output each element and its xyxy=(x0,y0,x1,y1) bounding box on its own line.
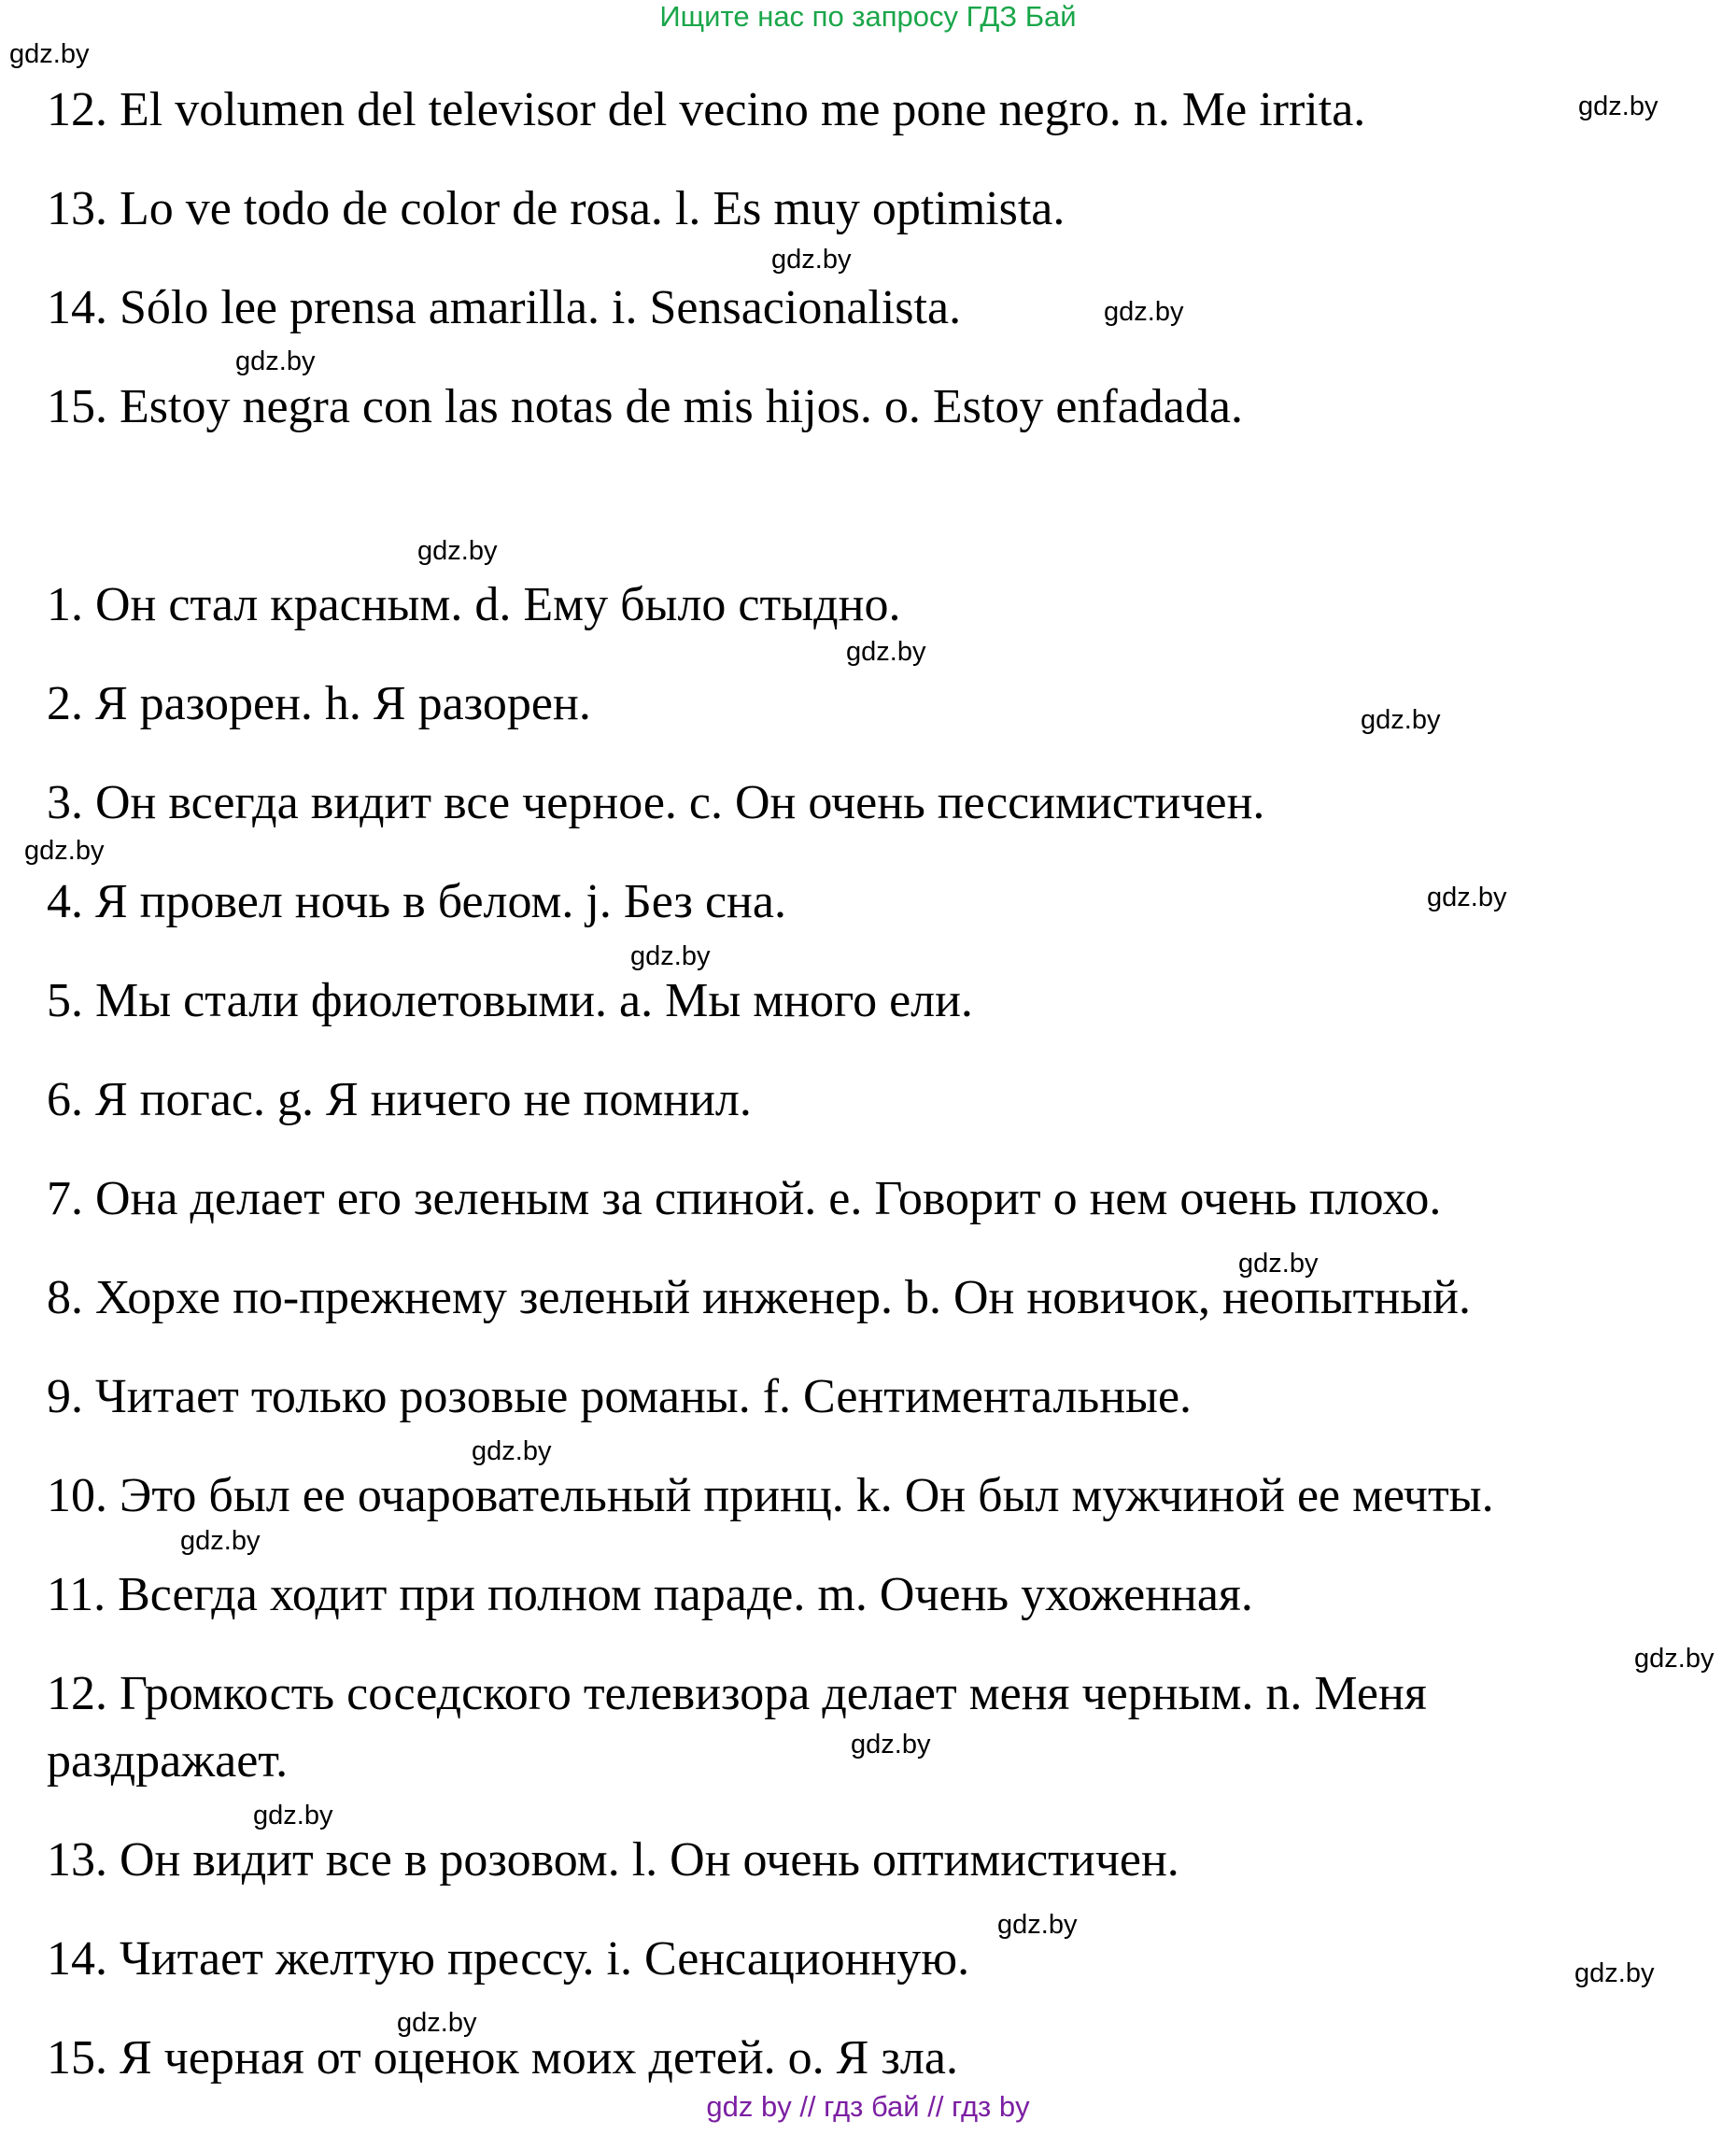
watermark: gdz.by xyxy=(9,39,90,69)
spanish-line-14: 14. Sólo lee prensa amarilla. i. Sensacionalista. xyxy=(47,281,962,334)
watermark: gdz.by xyxy=(1104,297,1184,327)
watermark: gdz.by xyxy=(397,2008,477,2038)
watermark: gdz.by xyxy=(1427,883,1507,912)
russian-line-12-continuation: раздражает. xyxy=(47,1734,289,1788)
russian-line-15: 15. Я черная от оценок моих детей. о. Я зла. xyxy=(47,2031,958,2085)
russian-line-14: 14. Читает желтую прессу. i. Сенсационную. xyxy=(47,1932,970,1986)
watermark: gdz.by xyxy=(417,536,498,566)
watermark: gdz.by xyxy=(1574,1958,1655,1988)
russian-line-11: 11. Всегда ходит при полном параде. m. Очень ухоженная. xyxy=(47,1568,1253,1621)
watermark: gdz.by xyxy=(1578,92,1658,121)
russian-line-10: 10. Это был ее очаровательный принц. k. Он был мужчиной ее мечты. xyxy=(47,1469,1494,1522)
watermark: gdz.by xyxy=(1238,1249,1319,1279)
russian-line-3: 3. Он всегда видит все черное. с. Он очень пессимистичен. xyxy=(47,776,1265,829)
spanish-line-13: 13. Lo ve todo de color de rosa. l. Es muy optimista. xyxy=(47,182,1066,235)
russian-line-9: 9. Читает только розовые романы. f. Сентиментальные. xyxy=(47,1370,1193,1423)
russian-line-8: 8. Хорхе по-прежнему зеленый инженер. b. Он новичок, неопытный. xyxy=(47,1271,1471,1324)
spanish-line-15: 15. Estoy negra con las notas de mis hijos. o. Estoy enfadada. xyxy=(47,380,1243,433)
watermark: gdz.by xyxy=(235,346,316,376)
russian-line-12: 12. Громкость соседского телевизора делает меня черным. n. Меня xyxy=(47,1667,1427,1720)
header-banner: Ищите нас по запросу ГДЗ Бай xyxy=(659,0,1077,33)
spanish-line-12: 12. El volumen del televisor del vecino me pone negro. n. Me irrita. xyxy=(47,83,1366,136)
russian-line-13: 13. Он видит все в розовом. l. Он очень оптимистичен. xyxy=(47,1833,1179,1887)
watermark: gdz.by xyxy=(180,1526,261,1556)
watermark: gdz.by xyxy=(630,941,711,971)
russian-line-2: 2. Я разорен. h. Я разорен. xyxy=(47,677,591,730)
watermark: gdz.by xyxy=(1634,1644,1715,1674)
russian-line-4: 4. Я провел ночь в белом. j. Без сна. xyxy=(47,875,786,928)
watermark: gdz.by xyxy=(472,1436,552,1466)
watermark: gdz.by xyxy=(771,245,852,275)
footer-banner: gdz by // гдз бай // гдз by xyxy=(706,2090,1030,2123)
russian-line-5: 5. Мы стали фиолетовыми. а. Мы много ели. xyxy=(47,974,973,1027)
russian-line-6: 6. Я погас. g. Я ничего не помнил. xyxy=(47,1073,752,1126)
russian-line-1: 1. Он стал красным. d. Ему было стыдно. xyxy=(47,578,901,631)
watermark: gdz.by xyxy=(997,1910,1078,1940)
watermark: gdz.by xyxy=(851,1730,931,1759)
watermark: gdz.by xyxy=(24,836,105,866)
watermark: gdz.by xyxy=(253,1801,333,1830)
russian-line-7: 7. Она делает его зеленым за спиной. е. Говорит о нем очень плохо. xyxy=(47,1172,1442,1225)
watermark: gdz.by xyxy=(1361,705,1441,735)
watermark: gdz.by xyxy=(846,637,926,667)
